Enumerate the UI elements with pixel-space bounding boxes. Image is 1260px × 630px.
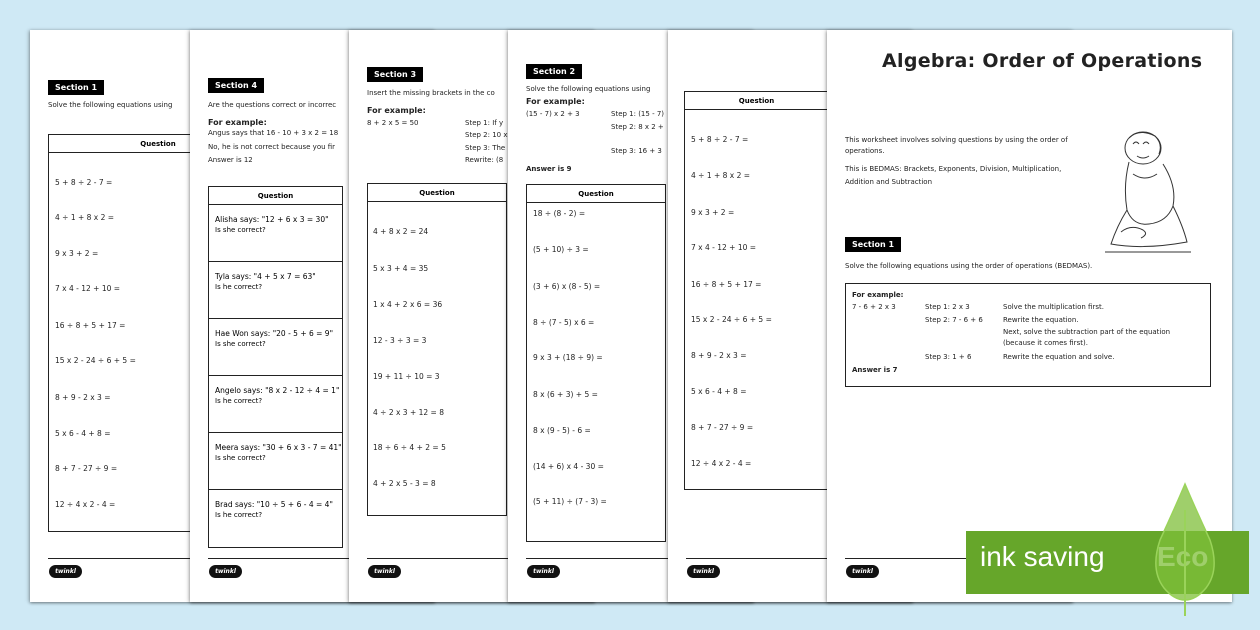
question-row: (5 + 10) ÷ 3 = bbox=[533, 245, 589, 254]
question-row: 8 + 9 - 2 x 3 = bbox=[55, 393, 111, 402]
table-row bbox=[209, 205, 342, 262]
claim-question: Is she correct? bbox=[215, 226, 266, 234]
question-row: 5 + 8 ÷ 2 - 7 = bbox=[691, 135, 749, 144]
question-row: 4 + 8 x 2 = 24 bbox=[373, 227, 429, 236]
table-header: Question bbox=[685, 92, 828, 110]
section-tag: Section 3 bbox=[367, 67, 423, 82]
claims-table bbox=[208, 186, 343, 548]
example-label: For example: bbox=[367, 106, 426, 115]
example-answer: Answer is 7 bbox=[852, 366, 898, 374]
question-row: (3 + 6) x (8 - 5) = bbox=[533, 282, 601, 291]
example-step: Step 1: 2 x 3 bbox=[925, 303, 970, 311]
question-row: 8 + 7 - 27 ÷ 9 = bbox=[691, 423, 754, 432]
question-row: 7 x 4 - 12 + 10 = bbox=[55, 284, 121, 293]
question-row: 8 + 9 - 2 x 3 = bbox=[691, 351, 747, 360]
claim-question: Is he correct? bbox=[215, 283, 263, 291]
question-row: 4 ÷ 2 x 3 + 12 = 8 bbox=[373, 408, 444, 417]
example-equation: (15 - 7) x 2 + 3 bbox=[526, 110, 580, 118]
table-header: Question bbox=[368, 184, 506, 202]
question-row: 1 x 4 + 2 x 6 = 36 bbox=[373, 300, 443, 309]
example-step: Rewrite: (8 bbox=[465, 156, 504, 164]
section-tag: Section 1 bbox=[48, 80, 104, 95]
example-step: Step 2: 10 x bbox=[465, 131, 508, 139]
question-row: (5 + 11) ÷ (7 - 3) = bbox=[533, 497, 607, 506]
example-step: Step 1: (15 - 7) bbox=[611, 110, 664, 118]
twinkl-logo: twinkl bbox=[368, 565, 401, 578]
question-row: 4 ÷ 1 + 8 x 2 = bbox=[55, 213, 115, 222]
example-step: Step 3: The bbox=[465, 144, 506, 152]
twinkl-logo: twinkl bbox=[846, 565, 879, 578]
leaf-drop-icon bbox=[1150, 480, 1220, 620]
page-title: Algebra: Order of Operations bbox=[882, 50, 1203, 72]
claim-question: Is she correct? bbox=[215, 454, 266, 462]
example-label: For example: bbox=[526, 97, 585, 106]
example-step-desc: Next, solve the subtraction part of the equation bbox=[1003, 328, 1171, 336]
question-row: 8 x (9 - 5) - 6 = bbox=[533, 426, 591, 435]
question-row: 18 ÷ 6 ÷ 4 + 2 = 5 bbox=[373, 443, 446, 452]
instruction-text: Solve the following equations using bbox=[48, 101, 173, 109]
claim-question: Is he correct? bbox=[215, 511, 263, 519]
table-row bbox=[209, 490, 342, 547]
twinkl-logo: twinkl bbox=[49, 565, 82, 578]
question-row: 18 ÷ (8 - 2) = bbox=[533, 209, 586, 218]
question-row: 5 + 8 ÷ 2 - 7 = bbox=[55, 178, 113, 187]
claim-text: Angelo says: "8 x 2 - 12 ÷ 4 = 1" bbox=[215, 386, 340, 395]
question-row: 5 x 6 - 4 + 8 = bbox=[55, 429, 111, 438]
question-row: 16 ÷ 8 + 5 + 17 = bbox=[55, 321, 126, 330]
example-step-desc: (because it comes first). bbox=[1003, 339, 1088, 347]
question-row: 15 x 2 - 24 ÷ 6 + 5 = bbox=[55, 356, 136, 365]
question-row: 9 x 3 + 2 = bbox=[55, 249, 99, 258]
question-row: 16 ÷ 8 + 5 + 17 = bbox=[691, 280, 762, 289]
claim-text: Meera says: "30 + 6 x 3 - 7 = 41" bbox=[215, 443, 342, 452]
question-row: 15 x 2 - 24 ÷ 6 + 5 = bbox=[691, 315, 772, 324]
question-row: 9 x 3 + (18 ÷ 9) = bbox=[533, 353, 603, 362]
twinkl-logo: twinkl bbox=[527, 565, 560, 578]
example-equation: 7 - 6 + 2 x 3 bbox=[852, 303, 896, 311]
table-row bbox=[209, 319, 342, 376]
section-tag: Section 4 bbox=[208, 78, 264, 93]
table-row bbox=[209, 376, 342, 433]
twinkl-logo: twinkl bbox=[209, 565, 242, 578]
question-row: 7 x 4 - 12 + 10 = bbox=[691, 243, 757, 252]
claim-text: Tyla says: "4 + 5 x 7 = 63" bbox=[215, 272, 316, 281]
example-step: Step 2: 7 - 6 + 6 bbox=[925, 316, 983, 324]
table-row bbox=[209, 433, 342, 490]
example-answer: Answer is 9 bbox=[526, 165, 572, 173]
table-row bbox=[209, 262, 342, 319]
claim-question: Is she correct? bbox=[215, 340, 266, 348]
question-row: 5 x 3 + 4 = 35 bbox=[373, 264, 429, 273]
question-row: 8 ÷ (7 - 5) x 6 = bbox=[533, 318, 595, 327]
question-row: 5 x 6 - 4 + 8 = bbox=[691, 387, 747, 396]
example-answer: Answer is 12 bbox=[208, 156, 253, 164]
question-row: (14 + 6) x 4 - 30 = bbox=[533, 462, 604, 471]
ink-saving-label: ink saving bbox=[980, 541, 1105, 572]
claim-text: Alisha says: "12 + 6 x 3 = 30" bbox=[215, 215, 329, 224]
instruction-text: Solve the following equations using the order of operations (BEDMAS). bbox=[845, 262, 1093, 270]
question-row: 9 x 3 + 2 = bbox=[691, 208, 735, 217]
table-header: Question bbox=[527, 185, 665, 203]
example-step: Step 3: 1 + 6 bbox=[925, 353, 972, 361]
intro-text: operations. bbox=[845, 147, 885, 155]
intro-text: This worksheet involves solving questions by using the order of bbox=[845, 136, 1068, 144]
claim-text: Brad says: "10 ÷ 5 + 6 - 4 = 4" bbox=[215, 500, 333, 509]
bedmas-text: This is BEDMAS: Brackets, Exponents, Division, Multiplication, bbox=[845, 165, 1062, 173]
question-row: 12 - 3 ÷ 3 = 3 bbox=[373, 336, 427, 345]
question-row: 4 ÷ 1 + 8 x 2 = bbox=[691, 171, 751, 180]
example-label: For example: bbox=[208, 118, 267, 127]
question-row: 12 ÷ 4 x 2 - 4 = bbox=[55, 500, 116, 509]
example-label: For example: bbox=[852, 291, 904, 299]
example-line: No, he is not correct because you fir bbox=[208, 143, 336, 151]
example-step: Step 3: 16 + 3 bbox=[611, 147, 662, 155]
question-row: 4 + 2 x 5 - 3 = 8 bbox=[373, 479, 436, 488]
question-row: 19 + 11 ÷ 10 = 3 bbox=[373, 372, 440, 381]
example-line: Angus says that 16 - 10 + 3 x 2 = 18 bbox=[208, 129, 339, 137]
example-step: Step 1: If y bbox=[465, 119, 504, 127]
instruction-text: Solve the following equations using bbox=[526, 85, 651, 93]
instruction-text: Insert the missing brackets in the co bbox=[367, 89, 495, 97]
question-row: 8 x (6 + 3) + 5 = bbox=[533, 390, 598, 399]
question-row: 8 + 7 - 27 ÷ 9 = bbox=[55, 464, 118, 473]
example-equation: 8 + 2 x 5 = 50 bbox=[367, 119, 419, 127]
instruction-text: Are the questions correct or incorrec bbox=[208, 101, 337, 109]
example-step: Step 2: 8 x 2 + bbox=[611, 123, 664, 131]
child-writing-illustration bbox=[1103, 126, 1193, 256]
claim-text: Hae Won says: "20 - 5 + 6 = 9" bbox=[215, 329, 334, 338]
claim-question: Is he correct? bbox=[215, 397, 263, 405]
section-tag: Section 1 bbox=[845, 237, 901, 252]
table-header: Question bbox=[209, 187, 342, 205]
twinkl-logo: twinkl bbox=[687, 565, 720, 578]
bedmas-text: Addition and Subtraction bbox=[845, 178, 933, 186]
example-step-desc: Rewrite the equation. bbox=[1003, 316, 1079, 324]
example-step-desc: Rewrite the equation and solve. bbox=[1003, 353, 1115, 361]
section-tag: Section 2 bbox=[526, 64, 582, 79]
question-row: 12 ÷ 4 x 2 - 4 = bbox=[691, 459, 752, 468]
table-header: Question bbox=[49, 135, 267, 153]
question-table bbox=[526, 184, 666, 542]
example-step-desc: Solve the multiplication first. bbox=[1003, 303, 1104, 311]
